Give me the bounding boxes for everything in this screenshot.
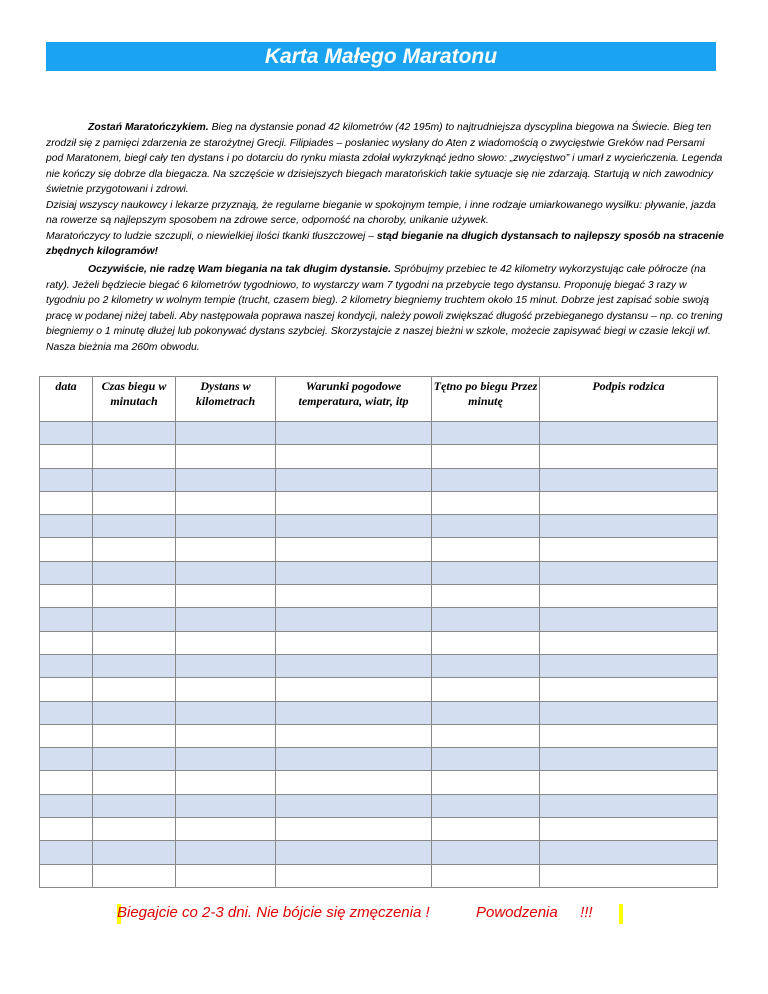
table-cell[interactable]	[176, 864, 276, 887]
table-cell[interactable]	[176, 654, 276, 677]
table-cell[interactable]	[276, 654, 432, 677]
table-cell[interactable]	[432, 561, 540, 584]
header-pulse: Tętno po biegu Przez minutę	[432, 377, 540, 422]
table-cell[interactable]	[93, 445, 176, 468]
table-cell[interactable]	[93, 538, 176, 561]
table-row	[40, 724, 718, 747]
table-cell[interactable]	[40, 631, 93, 654]
table-cell[interactable]	[276, 561, 432, 584]
table-cell[interactable]	[176, 515, 276, 538]
table-cell[interactable]	[540, 445, 718, 468]
table-cell[interactable]	[276, 538, 432, 561]
table-row	[40, 468, 718, 491]
table-cell[interactable]	[276, 841, 432, 864]
table-cell[interactable]	[540, 794, 718, 817]
table-cell[interactable]	[40, 654, 93, 677]
table-cell[interactable]	[540, 631, 718, 654]
header-distance: Dystans w kilometrach	[176, 377, 276, 422]
table-cell[interactable]	[40, 864, 93, 887]
running-log-table	[39, 376, 718, 888]
page-title: Karta Małego Maratonu	[46, 42, 716, 71]
table-cell[interactable]	[276, 678, 432, 701]
table-row	[40, 841, 718, 864]
table-cell[interactable]	[40, 515, 93, 538]
table-cell[interactable]	[540, 561, 718, 584]
table-cell[interactable]	[176, 561, 276, 584]
table-cell[interactable]	[276, 864, 432, 887]
table-cell[interactable]	[432, 491, 540, 514]
table-row	[40, 678, 718, 701]
table-cell[interactable]	[540, 748, 718, 771]
intro-weight: Maratończycy to ludzie szczupli, o niewielkiej ilości tkanki tłuszczowej –	[46, 230, 377, 242]
table-cell[interactable]	[176, 468, 276, 491]
table-cell[interactable]	[432, 538, 540, 561]
table-cell[interactable]	[540, 654, 718, 677]
table-cell[interactable]	[40, 561, 93, 584]
table-cell[interactable]	[40, 678, 93, 701]
table-cell[interactable]	[540, 678, 718, 701]
table-cell[interactable]	[40, 468, 93, 491]
table-cell[interactable]	[93, 678, 176, 701]
table-cell[interactable]	[432, 724, 540, 747]
table-row	[40, 654, 718, 677]
table-cell[interactable]	[432, 841, 540, 864]
table-cell[interactable]	[540, 608, 718, 631]
table-cell[interactable]	[176, 445, 276, 468]
table-cell[interactable]	[540, 701, 718, 724]
table-cell[interactable]	[40, 748, 93, 771]
table-cell[interactable]	[40, 771, 93, 794]
table-cell[interactable]	[93, 864, 176, 887]
table-cell[interactable]	[93, 491, 176, 514]
table-cell[interactable]	[432, 771, 540, 794]
footer-luck: Powodzenia	[476, 904, 558, 921]
table-cell[interactable]	[176, 794, 276, 817]
table-cell[interactable]	[40, 538, 93, 561]
table-cell[interactable]	[276, 724, 432, 747]
table-cell[interactable]	[93, 561, 176, 584]
table-cell[interactable]	[40, 841, 93, 864]
table-cell[interactable]	[176, 631, 276, 654]
table-row	[40, 515, 718, 538]
table-cell[interactable]	[176, 491, 276, 514]
table-cell[interactable]	[176, 608, 276, 631]
table-cell[interactable]	[93, 585, 176, 608]
table-cell[interactable]	[176, 422, 276, 445]
table-cell[interactable]	[276, 701, 432, 724]
table-cell[interactable]	[176, 771, 276, 794]
intro-weight-bold: stąd bieganie na długich dystansach to najlepszy sposób na stracenie zbędnych kilogramów!	[46, 230, 724, 257]
table-cell[interactable]	[93, 724, 176, 747]
table-cell[interactable]	[93, 631, 176, 654]
table-cell[interactable]	[40, 701, 93, 724]
table-cell[interactable]	[540, 491, 718, 514]
table-cell[interactable]	[276, 818, 432, 841]
table-row	[40, 608, 718, 631]
table-row	[40, 491, 718, 514]
table-cell[interactable]	[40, 818, 93, 841]
header-weather: Warunki pogodowe temperatura, wiatr, itp	[276, 377, 432, 422]
table-cell[interactable]	[276, 771, 432, 794]
table-cell[interactable]	[176, 585, 276, 608]
table-cell[interactable]	[432, 468, 540, 491]
table-cell[interactable]	[176, 678, 276, 701]
table-cell[interactable]	[276, 491, 432, 514]
table-cell[interactable]	[93, 771, 176, 794]
footer-message	[117, 904, 737, 921]
table-row	[40, 445, 718, 468]
table-cell[interactable]	[432, 631, 540, 654]
table-cell[interactable]	[540, 771, 718, 794]
table-row	[40, 538, 718, 561]
table-cell[interactable]	[93, 468, 176, 491]
table-cell[interactable]	[540, 724, 718, 747]
table-cell[interactable]	[40, 445, 93, 468]
table-cell[interactable]	[93, 701, 176, 724]
table-cell[interactable]	[93, 818, 176, 841]
intro-lead: Zostań Maratończykiem.	[88, 122, 209, 133]
table-cell[interactable]	[176, 701, 276, 724]
table-cell[interactable]	[432, 818, 540, 841]
table-cell[interactable]	[540, 818, 718, 841]
table-cell[interactable]	[276, 748, 432, 771]
table-cell[interactable]	[540, 468, 718, 491]
intro-paragraph	[46, 120, 724, 260]
table-cell[interactable]	[93, 515, 176, 538]
table-row	[40, 631, 718, 654]
table-cell[interactable]	[40, 585, 93, 608]
table-cell[interactable]	[432, 864, 540, 887]
header-parent-signature: Podpis rodzica	[540, 377, 718, 422]
table-cell[interactable]	[540, 841, 718, 864]
table-cell[interactable]	[432, 794, 540, 817]
intro-body: Bieg na dystansie ponad 42 kilometrów (42 195m) to najtrudniejsza dyscyplina biegowa na Świecie. Bieg ten zrodził się z pamięci zdarzenia ze starożytnej Grecji. Filipiades – posłaniec wysłany do Aten z wiadomością o zwycięstwie Greków nad Persami pod Maratonem, biegł cały ten dystans i po dotarciu do rynku miasta zdołał wykrzyknąć jedno słowo: „zwycięstwo” i umarł z wycieńczenia. Legenda nie kończy się dobrze dla biegacza. Na szczęście w dzisiejszych biegach maratońskich takie sytuacje się nie zdarzają. Startują w nich zawodnicy świetnie przygotowani i zdrowi.	[46, 122, 723, 195]
table-row	[40, 422, 718, 445]
table-cell[interactable]	[93, 841, 176, 864]
table-cell[interactable]	[40, 794, 93, 817]
table-cell[interactable]	[540, 864, 718, 887]
table-cell[interactable]	[276, 468, 432, 491]
table-cell[interactable]	[93, 422, 176, 445]
table-cell[interactable]	[540, 538, 718, 561]
plan-body: Spróbujmy przebiec te 42 kilometry wykorzystując całe półrocze (na raty). Jeżeli będziecie biegać 6 kilometrów tygodniowo, to wystarczy wam 7 tygodni na przebycie tego dystansu. Proponuję biegać 3 razy w tygodniu po 2 kilometry w wolnym tempie (trucht, czasem bieg). 2 kilometry biegniemy truchtem około 15 minut. Dobrze jest zapisać sobie swoją pracę w podanej niżej tabeli. Aby następowała poprawa naszej kondycji, należy powoli zwiększać długość przebieganego dystansu – np. co trening biegniemy o 1 minutę dłużej lub pokonywać dystans szybciej. Skorzystajcie z naszej bieżni w szkole, możecie zapisywać biegi w czasie lekcji wf. Nasza bieżnia ma 260m obwodu.	[46, 264, 723, 353]
table-cell[interactable]	[540, 515, 718, 538]
table-cell[interactable]	[432, 422, 540, 445]
header-time: Czas biegu w minutach	[93, 377, 176, 422]
table-cell[interactable]	[432, 701, 540, 724]
table-cell[interactable]	[276, 422, 432, 445]
table-cell[interactable]	[432, 748, 540, 771]
table-cell[interactable]	[40, 422, 93, 445]
table-cell[interactable]	[540, 585, 718, 608]
footer-exclaim: !!!	[580, 904, 593, 921]
table-header-row	[40, 377, 718, 422]
table-cell[interactable]	[540, 422, 718, 445]
table-cell[interactable]	[176, 538, 276, 561]
table-row	[40, 771, 718, 794]
table-cell[interactable]	[432, 585, 540, 608]
table-cell[interactable]	[93, 748, 176, 771]
table-cell[interactable]	[176, 818, 276, 841]
table-cell[interactable]	[276, 585, 432, 608]
header-date: data	[40, 377, 93, 422]
table-row	[40, 864, 718, 887]
table-cell[interactable]	[276, 608, 432, 631]
table-cell[interactable]	[176, 724, 276, 747]
table-row	[40, 561, 718, 584]
table-cell[interactable]	[432, 515, 540, 538]
table-cell[interactable]	[40, 608, 93, 631]
table-cell[interactable]	[176, 748, 276, 771]
table-cell[interactable]	[276, 445, 432, 468]
table-cell[interactable]	[93, 608, 176, 631]
table-cell[interactable]	[40, 724, 93, 747]
table-cell[interactable]	[276, 515, 432, 538]
table-row	[40, 701, 718, 724]
table-cell[interactable]	[432, 445, 540, 468]
table-cell[interactable]	[40, 491, 93, 514]
table-cell[interactable]	[432, 654, 540, 677]
intro-health: Dzisiaj wszyscy naukowcy i lekarze przyznają, że regularne bieganie w spokojnym tempie, i inne rodzaje umiarkowanego wysiłku: pływanie, jazda na rowerze są najlepszym sposobem na zdrowe serce, odporność na choroby, unikanie używek.	[46, 199, 716, 226]
table-cell[interactable]	[93, 794, 176, 817]
table-row	[40, 794, 718, 817]
table-cell[interactable]	[93, 654, 176, 677]
table-row	[40, 818, 718, 841]
table-cell[interactable]	[432, 608, 540, 631]
plan-paragraph	[46, 262, 724, 355]
table-cell[interactable]	[432, 678, 540, 701]
table-row	[40, 585, 718, 608]
table-cell[interactable]	[276, 794, 432, 817]
table-cell[interactable]	[276, 631, 432, 654]
table-row	[40, 748, 718, 771]
plan-lead: Oczywiście, nie radzę Wam biegania na tak długim dystansie.	[88, 264, 391, 275]
footer-encourage: Biegajcie co 2-3 dni. Nie bójcie się zmęczenia !	[117, 904, 430, 921]
table-cell[interactable]	[176, 841, 276, 864]
